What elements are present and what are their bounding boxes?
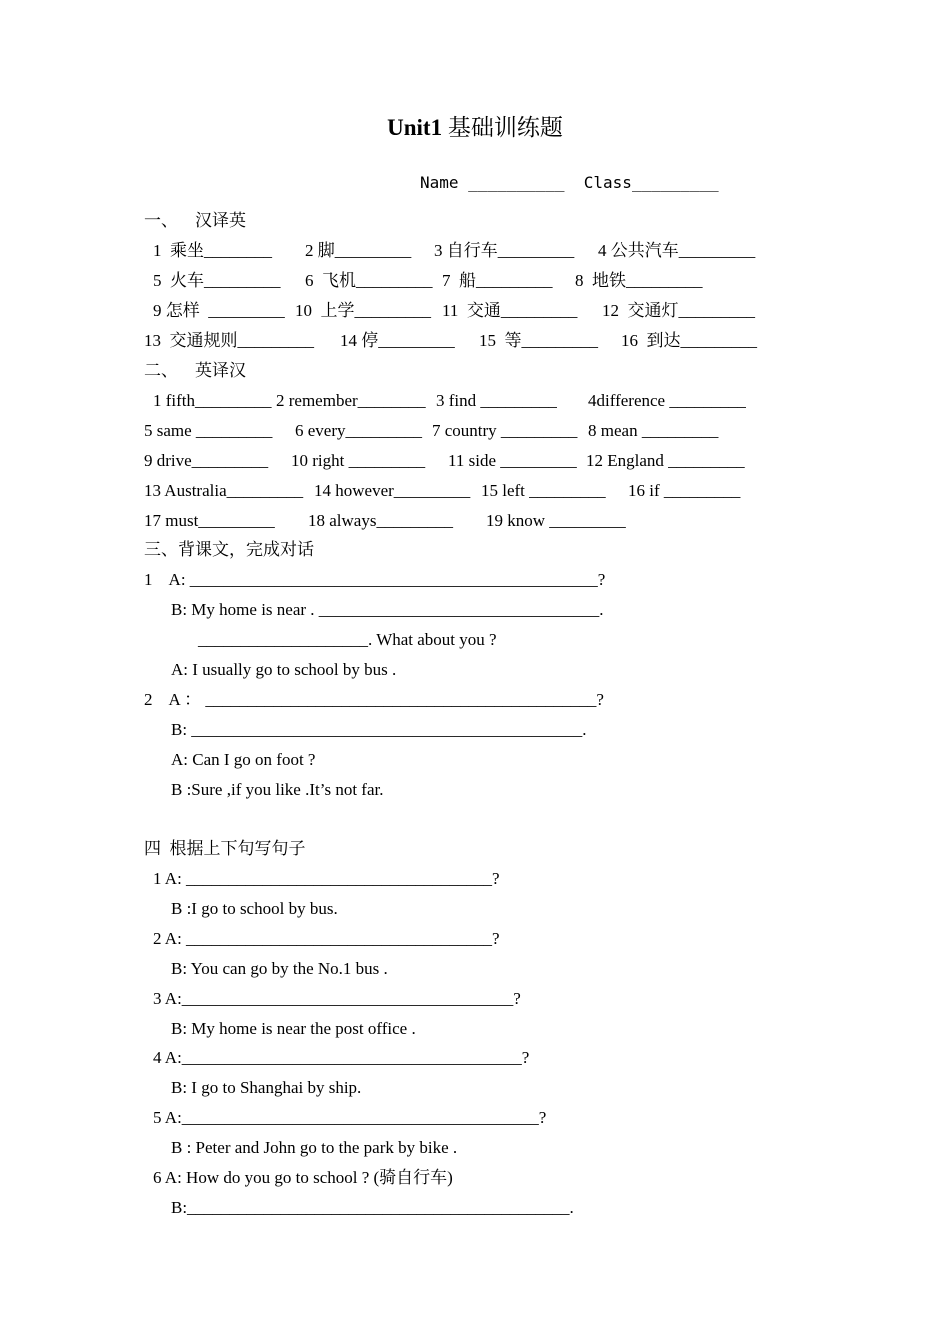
s1-item: 10 上学_________ <box>295 301 431 320</box>
section3-title: 三、背课文，完成对话 <box>144 540 314 559</box>
s1-item: 15 等_________ <box>479 331 598 350</box>
sentence-line: 2 A: ____________________________________? <box>153 929 500 948</box>
s2-item: 5 same _________ <box>144 421 273 440</box>
s1-item: 5 火车_________ <box>153 271 281 290</box>
dialogue-line: B: ______________________________________________. <box>171 720 587 739</box>
sentence-line: B: My home is near the post office . <box>171 1019 416 1038</box>
dialogue-line: B: My home is near . _________________________________. <box>171 600 604 619</box>
s1-item: 13 交通规则_________ <box>144 331 314 350</box>
s1-item: 2 脚_________ <box>305 241 412 260</box>
class-label: Class <box>583 173 632 192</box>
s1-item: 6 飞机_________ <box>305 271 433 290</box>
section2-title: 二、 英译汉 <box>144 361 246 380</box>
sentence-line: 3 A:_______________________________________? <box>153 989 521 1008</box>
s1-item: 12 交通灯_________ <box>602 301 755 320</box>
s2-item: 11 side _________ <box>448 451 577 470</box>
s2-item: 15 left _________ <box>481 481 606 500</box>
title-unit: Unit1 <box>387 115 443 140</box>
dialogue-line: A: I usually go to school by bus . <box>171 660 397 679</box>
dialogue-line: B :Sure ,if you like .It’s not far. <box>171 780 384 799</box>
s2-item: 18 always_________ <box>308 511 453 530</box>
s2-item: 13 Australia_________ <box>144 481 304 500</box>
sentence-line: 6 A: How do you go to school ? (骑自行车) <box>153 1168 453 1187</box>
name-label: Name <box>420 173 459 192</box>
sentence-line: B: You can go by the No.1 bus . <box>171 959 388 978</box>
section1-title: 一、 汉译英 <box>144 211 246 230</box>
s1-item: 7 船_________ <box>442 271 553 290</box>
sentence-line: B: I go to Shanghai by ship. <box>171 1078 362 1097</box>
sentence-line: B :I go to school by bus. <box>171 899 338 918</box>
s2-item: 16 if _________ <box>628 481 741 500</box>
class-blank: _________ <box>631 173 719 192</box>
s2-item: 4difference _________ <box>588 391 746 410</box>
s2-item: 2 remember________ <box>276 391 426 410</box>
s1-item: 8 地铁_________ <box>575 271 703 290</box>
page-title <box>0 113 950 143</box>
s1-item: 16 到达_________ <box>621 331 757 350</box>
s1-item: 4 公共汽车_________ <box>598 241 756 260</box>
sentence-line: 4 A:________________________________________? <box>153 1048 530 1067</box>
s1-item: 3 自行车_________ <box>434 241 575 260</box>
sentence-line: B:_____________________________________________. <box>171 1198 574 1217</box>
s2-item: 6 every_________ <box>295 421 423 440</box>
sentence-line: B : Peter and John go to the park by bike . <box>171 1138 458 1157</box>
section4-title: 四 根据上下句写句子 <box>144 839 306 858</box>
dialogue-line: 2 A ： ______________________________________________? <box>144 690 604 709</box>
name-blank: __________ <box>468 173 565 192</box>
s2-item: 8 mean _________ <box>588 421 719 440</box>
s2-item: 12 England _________ <box>586 451 745 470</box>
s2-item: 1 fifth_________ <box>153 391 272 410</box>
s2-item: 3 find _________ <box>436 391 557 410</box>
sentence-line: 5 A:__________________________________________? <box>153 1108 547 1127</box>
s1-item: 9 怎样 _________ <box>153 301 285 320</box>
name-class-line <box>420 172 719 194</box>
s1-item: 14 停_________ <box>340 331 455 350</box>
s2-item: 10 right _________ <box>291 451 426 470</box>
s1-item: 1 乘坐________ <box>153 241 272 260</box>
s2-item: 9 drive_________ <box>144 451 269 470</box>
s2-item: 19 know _________ <box>486 511 626 530</box>
s2-item: 17 must_________ <box>144 511 275 530</box>
title-text: 基础训练题 <box>442 115 563 140</box>
s2-item: 7 country _________ <box>432 421 578 440</box>
dialogue-line: 1 A: ________________________________________________? <box>144 570 606 589</box>
s2-item: 14 however_________ <box>314 481 471 500</box>
sentence-line: 1 A: ____________________________________? <box>153 869 500 888</box>
dialogue-line: A: Can I go on foot ? <box>171 750 316 769</box>
dialogue-line: ____________________. What about you ? <box>198 630 497 649</box>
s1-item: 11 交通_________ <box>442 301 578 320</box>
